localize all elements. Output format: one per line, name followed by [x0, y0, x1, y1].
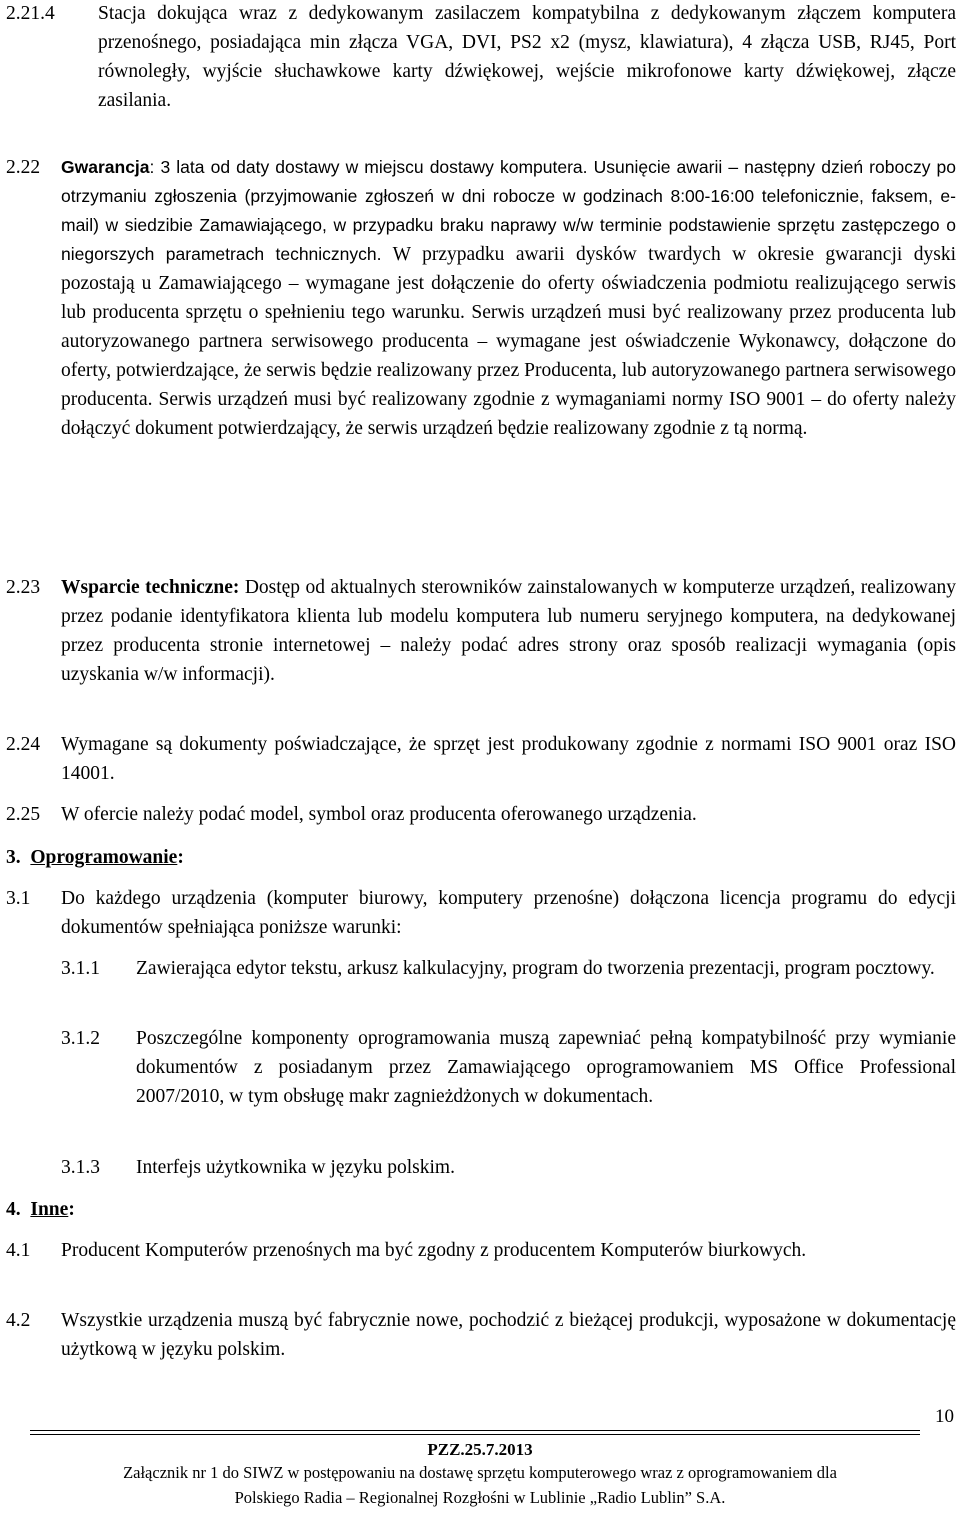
- section-body-sans: Usunięcie awarii – następny dzień roboczy po otrzymaniu zgłoszenia (przyjmowanie zgłoszeń w dni robocze w godzinach 8:00-16:00 telefonicznie, faksem, e-mail) w siedzibie Zamawiającego, w przypadku braku naprawy w/w terminie podstawienie sprzętu zastępczego o niegorszych parametrach technicznych.: [61, 157, 956, 264]
- heading-title: Inne: [30, 1199, 69, 1220]
- footer-line-2: Polskiego Radia – Regionalnej Rozgłośni w Lublinie „Radio Lublin” S.A.: [234, 1488, 726, 1507]
- section-2-25: [6, 800, 956, 829]
- section-2-21-4: [6, 0, 956, 115]
- footer-rule: [30, 1430, 920, 1431]
- section-body: Dostęp od aktualnych sterowników zainstalowanych w komputerze urządzeń, realizowany przez podanie identyfikatora klienta lub modelu komputera lub numeru seryjnego komputera, na dedykowanej przez producenta stronie internetowej – należy podać adres strony oraz sposób realizacji wymagania (opis uzyskania w/w informacji).: [61, 577, 956, 685]
- heading-3: [6, 843, 184, 872]
- heading-colon: :: [177, 847, 184, 868]
- section-number: 2.23: [6, 577, 41, 598]
- section-title: Wsparcie techniczne:: [61, 577, 240, 598]
- section-number: 3.1.3: [61, 1157, 100, 1178]
- section-text: [61, 573, 956, 689]
- section-title: Gwarancja: [61, 157, 150, 177]
- section-3-1: [6, 884, 956, 942]
- section-body: W przypadku awarii dysków twardych w okresie gwarancji dyski pozostają u Zamawiającego – wymagane jest dołączenie do oferty oświadczenia podmiotu realizującego serwis lub producenta sprzętu o spełnieniu tego warunku. Serwis urządzeń musi być realizowany przez producenta lub autoryzowanego partnera serwisowego producenta – wymagane jest oświadczenie Wykonawcy, dołączone do oferty, potwierdzające, że serwis będzie realizowany przez Producenta, lub autoryzowanego partnera serwisowego producenta. Serwis urządzeń musi być realizowany zgodnie z wymaganiami normy ISO 9001 – do oferty należy dołączyć dokument potwierdzający, że serwis urządzeń będzie realizowany zgodnie z tą normą.: [61, 244, 956, 439]
- section-text: Wszystkie urządzenia muszą być fabrycznie nowe, pochodzić z bieżącej produkcji, wyposażone w dokumentację użytkową w języku polskim.: [61, 1310, 956, 1360]
- section-text: Producent Komputerów przenośnych ma być zgodny z producentem Komputerów biurkowych.: [61, 1240, 807, 1261]
- section-number: 3.1: [6, 888, 31, 909]
- section-text: Wymagane są dokumenty poświadczające, że sprzęt jest produkowany zgodnie z normami ISO 9001 oraz ISO 14001.: [61, 734, 956, 784]
- section-4-2: [6, 1306, 956, 1364]
- footer-line-1: Załącznik nr 1 do SIWZ w postępowaniu na dostawę sprzętu komputerowego wraz z oprogramowaniem dla: [123, 1463, 837, 1482]
- section-2-23: [6, 573, 956, 689]
- section-number: 3.1.2: [61, 1028, 100, 1049]
- section-text: Interfejs użytkownika w języku polskim.: [136, 1157, 455, 1178]
- section-number: 2.24: [6, 734, 41, 755]
- heading-4: [6, 1195, 75, 1224]
- section-4-1: [6, 1236, 956, 1265]
- section-number: 4.1: [6, 1240, 31, 1261]
- section-text: Poszczególne komponenty oprogramowania muszą zapewniać pełną kompatybilność przy wymianie dokumentów z posiadanym przez Zamawiającego oprogramowaniem MS Office Professional 2007/2010, w tym obsługę makr zagnieżdżonych w dokumentach.: [136, 1028, 956, 1107]
- section-text: Stacja dokująca wraz z dedykowanym zasilaczem kompatybilna z dedykowanym złączem komputera przenośnego, posiadająca min złącza VGA, DVI, PS2 x2 (mysz, klawiatura), 4 złącza USB, RJ45, Port równoległy, wyjście słuchawkowe karty dźwiękowej, wejście mikrofonowe karty dźwiękowej, złącze zasilania.: [98, 3, 956, 111]
- section-3-1-2: [61, 1024, 956, 1111]
- section-text: Zawierająca edytor tekstu, arkusz kalkulacyjny, program do tworzenia prezentacji, program pocztowy.: [136, 958, 935, 979]
- section-number: 2.25: [6, 804, 41, 825]
- footer-rule: [30, 1434, 920, 1435]
- heading-number: 4.: [6, 1199, 21, 1220]
- section-text: [61, 153, 956, 443]
- section-lead: : 3 lata od daty dostawy w miejscu dostawy komputera.: [149, 157, 588, 177]
- section-number: 4.2: [6, 1310, 31, 1331]
- section-2-24: [6, 730, 956, 788]
- section-number: 3.1.1: [61, 958, 100, 979]
- section-text: W ofercie należy podać model, symbol oraz producenta oferowanego urządzenia.: [61, 804, 697, 825]
- section-3-1-1: [61, 954, 956, 983]
- section-3-1-3: [61, 1153, 956, 1182]
- section-number: 2.22: [6, 157, 41, 178]
- document-code: PZZ.25.7.2013: [427, 1440, 533, 1459]
- heading-title: Oprogramowanie: [30, 847, 178, 868]
- section-2-22: [6, 153, 956, 443]
- page-number: 10: [935, 1406, 954, 1427]
- section-number: 2.21.4: [6, 3, 55, 24]
- heading-number: 3.: [6, 847, 21, 868]
- heading-colon: :: [68, 1199, 75, 1220]
- section-text: Do każdego urządzenia (komputer biurowy, komputery przenośne) dołączona licencja programu do edycji dokumentów spełniająca poniższe warunki:: [61, 888, 956, 938]
